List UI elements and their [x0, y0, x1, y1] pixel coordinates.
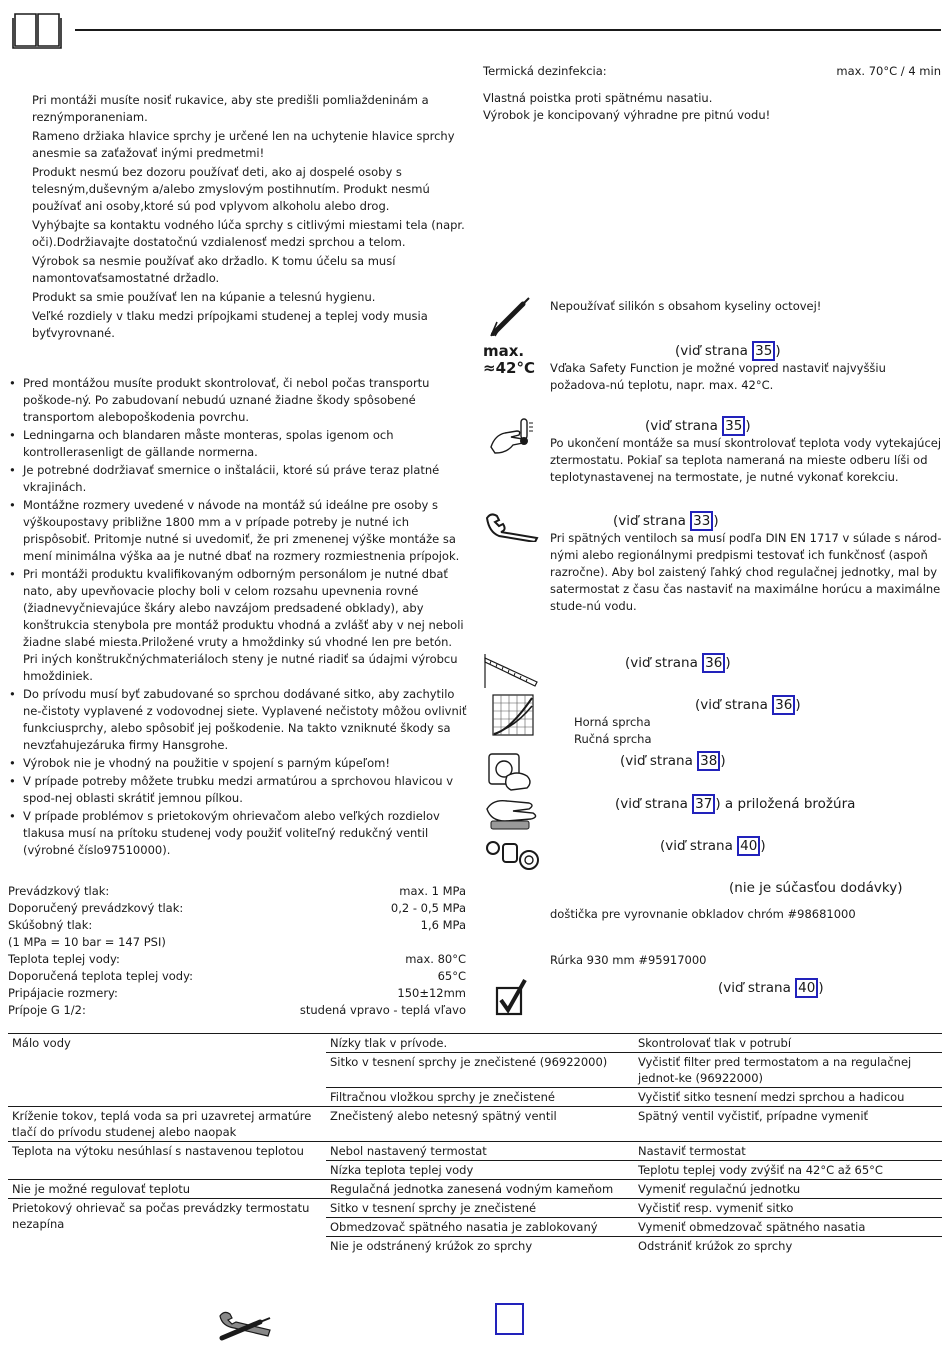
cause-cell: Nie je odstránený krúžok zo sprchy — [326, 1237, 634, 1256]
problem-cell: Kríženie tokov, teplá voda sa pri uzavretej armatúre tlačí do prívodu studenej alebo naopak — [8, 1107, 326, 1142]
check-temperature-text: Po ukončení montáže sa musí skontrolovať teplota vody vytekajúcej ztermostatu. Pokiaľ sa teplota nameraná na mieste odberu líši od teplotynastavenej na termostate, je nutné vykonať korekciu. — [550, 436, 942, 484]
cause-cell: Nízka teplota teplej vody — [326, 1161, 634, 1180]
remedy-cell: Skontrolovať tlak v potrubí — [634, 1034, 942, 1053]
thermostat-adjust-icon — [487, 752, 535, 792]
spec-value: max. 1 MPa — [399, 884, 466, 898]
installation-note: • V prípade problémov s prietokovým ohrievačom alebo veľkých rozdielov tlakusa musí na prítoku studenej vody použiť voliteľný redukčný ventil (výrobné číslo97510000). — [8, 808, 468, 859]
page-link[interactable]: 35 — [752, 341, 775, 361]
spec-row — [8, 951, 466, 968]
safety-note: Produkt sa smie používať len na kúpanie a telesnú hygienu. — [32, 290, 376, 304]
spec-row — [8, 1002, 466, 1019]
cleaning-hand-icon — [483, 795, 541, 831]
disinfection-label: Termická dezinfekcia: — [483, 64, 607, 78]
spec-row — [8, 900, 466, 917]
temp-limit-label: ≈42°C — [483, 359, 535, 377]
page-ref-38: (viď strana 38 ) — [620, 753, 726, 769]
header-rule — [75, 29, 941, 31]
troubleshooting-table — [8, 1033, 942, 1255]
page-ref-36: (viď strana 36 ) — [625, 655, 731, 671]
cause-cell: Filtračnou vložkou sprchy je znečistené — [326, 1088, 634, 1107]
spec-label: Doporučený prevádzkový tlak: — [8, 901, 184, 915]
page-link[interactable]: 36 — [702, 653, 725, 673]
spec-value: 1,6 MPa — [420, 918, 466, 932]
spec-label: Doporučená teplota teplej vody: — [8, 969, 193, 983]
note-text: Výrobok je koncipovaný výhradne pre pitnú vodu! — [483, 108, 771, 122]
disinfection-row — [483, 63, 941, 80]
page-link[interactable]: 36 — [772, 695, 795, 715]
remedy-cell: Teplotu teplej vody zvýšiť na 42°C až 65°C — [634, 1161, 942, 1180]
problem-cell: Málo vody — [8, 1034, 326, 1107]
page-link[interactable]: 35 — [722, 416, 745, 436]
page-link[interactable]: 38 — [697, 751, 720, 771]
valve-maintenance-text: Pri spätných ventiloch sa musí podľa DIN EN 1717 v súlade s národ-nými alebo regionálnymi predpismi testovať ich funkčnosť (aspoň razročne). Aby bol zaistený ľahký chod regulačnej jednotky, mal by satermostat z času čas nastaviť na maximálne horúcu a maximálne stude-nú vodu. — [550, 531, 942, 613]
wrench-icon — [485, 512, 541, 542]
blank-checkbox-square — [495, 1303, 524, 1335]
remedy-cell: Odstrániť krúžok zo sprchy — [634, 1237, 942, 1256]
safety-notes — [32, 92, 472, 344]
cause-cell: Regulačná jednotka zanesená vodným kameňom — [326, 1180, 634, 1199]
installation-note: • Ledningarna och blandaren måste monteras, spolas igenom och kontrollerasenligt de gällande normerna. — [8, 427, 468, 461]
safety-note: Vyhýbajte sa kontaktu vodného lúča sprchy s citlivými miestami tela (napr. oči).Dodržiavajte dostatočnú vzdialenosť medzi sprchou a telom. — [32, 218, 465, 249]
cause-cell: Znečistený alebo netesný spätný ventil — [326, 1107, 634, 1142]
thermometer-hand-icon — [487, 417, 535, 457]
spec-label: Pripájacie rozmery: — [8, 986, 118, 1000]
flow-diagram-icon — [492, 694, 534, 736]
spec-row — [8, 934, 466, 951]
remedy-cell: Vyčistiť resp. vymeniť sitko — [634, 1199, 942, 1218]
book-icon — [12, 10, 62, 50]
diagram-legend — [574, 714, 652, 748]
legend-label: Ručná sprcha — [574, 732, 652, 746]
installation-note: • Výrobok nie je vhodný na použitie v spojení s parným kúpeľom! — [8, 755, 468, 772]
table-row — [8, 1142, 942, 1161]
cause-cell: Nebol nastavený termostat — [326, 1142, 634, 1161]
spec-label: Prevádzkový tlak: — [8, 884, 110, 898]
installation-notes — [8, 375, 468, 860]
installation-note: • Do prívodu musí byť zabudované so sprchou dodávané sitko, aby zachytilo ne-čistoty vyplavené z vodovodnej siete. Vyplavené nečistoty môžou ovlivniť funkciusprchy, alebo spôsobiť jej poškodenie. Na takto vzniknuté škody sa nevzťahujezáruka firmy Hansgrohe. — [8, 686, 468, 754]
safety-note: Rameno držiaka hlavice sprchy je určené len na uchytenie hlavice sprchy anesmie sa zaťažovať inými predmetmi! — [32, 129, 455, 160]
note-text: Vlastná poistka proti spätnému nasatiu. — [483, 91, 713, 105]
spec-value: 150±12mm — [397, 986, 466, 1000]
table-row — [8, 1107, 942, 1142]
ruler-icon — [483, 654, 539, 688]
remedy-cell: Vymeniť regulačnú jednotku — [634, 1180, 942, 1199]
tools-icon — [216, 1308, 274, 1346]
spec-label: Skúšobný tlak: — [8, 918, 93, 932]
spec-value: studená vpravo - teplá vľavo — [299, 1003, 466, 1017]
remedy-cell: Vymeniť obmedzovač spätného nasatia — [634, 1218, 942, 1237]
remedy-cell: Vyčistiť sitko tesnení medzi sprchou a hadicou — [634, 1088, 942, 1107]
cause-cell: Sitko v tesnení sprchy je znečistené — [326, 1199, 634, 1218]
spec-label: (1 MPa = 10 bar = 147 PSI) — [8, 935, 166, 949]
cause-cell: Nízky tlak v prívode. — [326, 1034, 634, 1053]
installation-note: • Pred montážou musíte produkt skontrolovať, či nebol počas transportu poškode-ný. Po zabudovaní nebudú uznané žiadne škody spôsobené transportom alebopoškodenia povrchu. — [8, 375, 468, 426]
spec-value: max. 80°C — [405, 952, 466, 966]
max-label: max. — [483, 342, 525, 360]
safety-note: Veľké rozdiely v tlaku medzi prípojkami studenej a teplej vody musia byťvyrovnané. — [32, 309, 428, 340]
page-ref-40: (viď strana 40 ) — [660, 838, 766, 854]
page-link[interactable]: 40 — [737, 836, 760, 856]
page-ref-40-test: (viď strana 40 ) — [718, 980, 824, 996]
problem-cell: Nie je možné regulovať teplotu — [8, 1180, 326, 1199]
page-ref-36-chart: (viď strana 36 ) — [695, 697, 801, 713]
installation-note: • Pri montáži produktu kvalifikovaným odborným personálom je nutné dbať nato, aby upevňovacie plochy boli v celom rozsahu upevnenia rovné (žiadnevyčnievajúce škáry alebo navzájom predsadené obklady), aby konštrukcia stenybola pre montáž produktu vhodná a zvlášť aby v nej neboli žiadne slabé miesta.Priložené vruty a hmoždinky sú vhodné len pre betón. Pri iných konštrukčnýchmateriáloch steny je nutné riadiť sa údajmi výrobcu hmoždiniek. — [8, 566, 468, 685]
page-ref-33: (viď strana 33 ) — [613, 513, 719, 529]
page-link[interactable]: 40 — [795, 978, 818, 998]
table-row — [8, 1034, 942, 1053]
silicone-warning: Nepoužívať silikón s obsahom kyseliny octovej! — [550, 299, 822, 313]
installation-note: • Montážne rozmery uvedené v návode na montáž sú ideálne pre osoby s výškoupostavy približne 1800 mm a v prípade potreby je nutné ich prispôsobiť. Pritomje nutné si uvedomiť, že pri zmenenej výške montáže sa mení minimálna výška aa je nutné dbať na rozmery rozmiestnenia prípojok. — [8, 497, 468, 565]
installation-note: • Je potrebné dodržiavať smernice o inštalácii, ktoré sú práve teraz platné vkrajinách. — [8, 462, 468, 496]
table-row — [8, 1180, 942, 1199]
spec-row — [8, 883, 466, 900]
disinfection-value: max. 70°C / 4 min — [836, 64, 941, 78]
legend-label: Horná sprcha — [574, 715, 651, 729]
safety-note: Výrobok sa nesmie používať ako držadlo. K tomu účelu sa musí namontovaťsamostatné držadlo. — [32, 254, 396, 285]
spec-label: Teplota teplej vody: — [8, 952, 120, 966]
page-ref-37: (viď strana 37 ) a priložená brožúra — [615, 796, 856, 812]
spare-parts-icon — [485, 838, 541, 872]
remedy-cell: Nastaviť termostat — [634, 1142, 942, 1161]
not-included-heading: (nie je súčasťou dodávky) — [729, 880, 903, 896]
safety-function-text: Vďaka Safety Function je možné vopred nastaviť najvyššiu požadova-nú teplotu, napr. max. 42°C. — [550, 361, 886, 392]
page-link[interactable]: 37 — [692, 794, 715, 814]
checkmark-icon — [495, 978, 527, 1016]
remedy-cell: Vyčistiť filter pred termostatom a na regulačnej jednot-ke (96922000) — [634, 1053, 942, 1088]
spec-label: Prípoje G 1/2: — [8, 1003, 86, 1017]
safety-note: Pri montáži musíte nosiť rukavice, aby ste predišli pomliaždeninám a reznýmporaneniam. — [32, 93, 429, 124]
spec-row — [8, 968, 466, 985]
page-ref-35: (viď strana 35 ) — [675, 343, 781, 359]
general-notes — [483, 90, 941, 124]
safety-note: Produkt nesmú bez dozoru používať deti, ako aj dospelé osoby s telesným,duševným a/alebo zmyslovým postihnutím. Produkt nesmú používať ani osoby,ktoré sú pod vplyvom alkoholu alebo drog. — [32, 165, 430, 213]
accessory-item: doštička pre vyrovnanie obkladov chróm #98681000 — [550, 907, 856, 921]
technical-data — [8, 883, 466, 1019]
remedy-cell: Spätný ventil vyčistiť, prípadne vymeniť — [634, 1107, 942, 1142]
page-link[interactable]: 33 — [690, 511, 713, 531]
spec-row — [8, 917, 466, 934]
table-row — [8, 1199, 942, 1218]
problem-cell: Teplota na výtoku nesúhlasí s nastavenou teplotou — [8, 1142, 326, 1180]
problem-cell: Prietokový ohrievač sa počas prevádzky termostatu nezapína — [8, 1199, 326, 1256]
accessory-item: Rúrka 930 mm #95917000 — [550, 953, 707, 967]
page-ref-35-check: (viď strana 35 ) — [645, 418, 751, 434]
cause-cell: Obmedzovač spätného nasatia je zablokovaný — [326, 1218, 634, 1237]
silicone-gun-icon — [487, 296, 531, 338]
spec-value: 65°C — [437, 969, 466, 983]
installation-note: • V prípade potreby môžete trubku medzi armatúrou a sprchovou hlavicou v spod-nej oblasti skrátiť jemnou pílkou. — [8, 773, 468, 807]
cause-cell: Sitko v tesnení sprchy je znečistené (96922000) — [326, 1053, 634, 1088]
spec-row — [8, 985, 466, 1002]
spec-value: 0,2 - 0,5 MPa — [390, 901, 466, 915]
